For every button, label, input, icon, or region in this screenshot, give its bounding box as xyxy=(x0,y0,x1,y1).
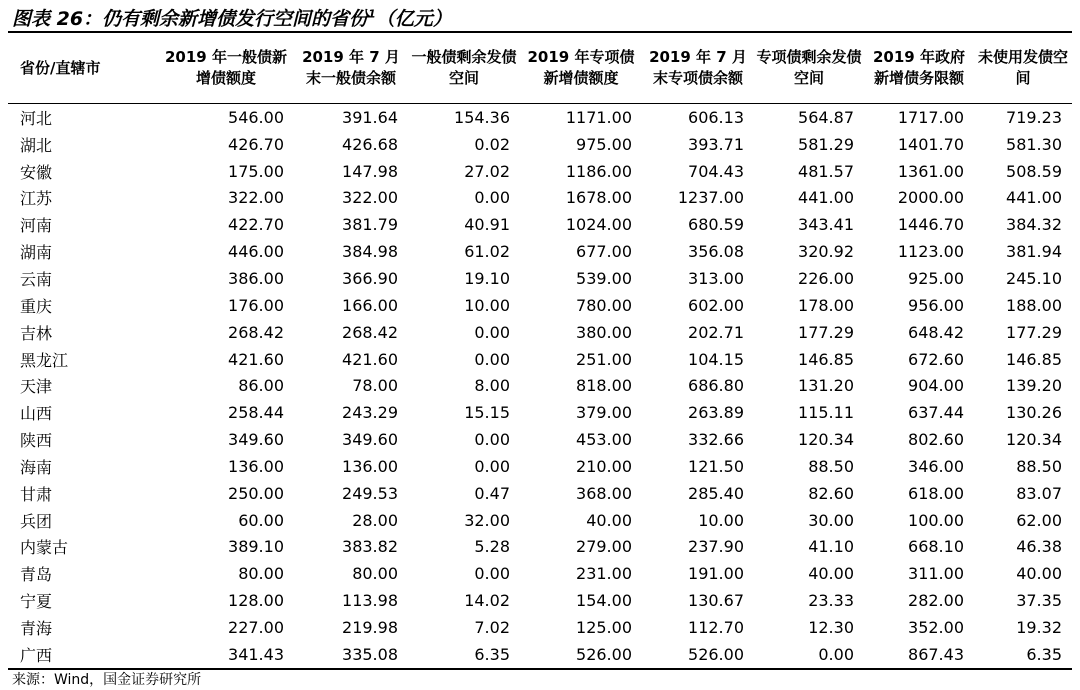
cell-special-remaining: 23.33 xyxy=(808,591,854,611)
cell-unused-space: 62.00 xyxy=(1016,510,1062,530)
cell-special-balance: 130.67 xyxy=(688,591,744,611)
cell-special-quota: 154.00 xyxy=(576,591,632,611)
table-row xyxy=(8,372,1072,399)
cell-special-quota: 368.00 xyxy=(576,483,632,503)
cell-general-quota: 322.00 xyxy=(228,188,284,208)
header-row xyxy=(8,33,1072,104)
cell-general-balance: 28.00 xyxy=(352,510,398,530)
cell-special-remaining: 115.11 xyxy=(798,403,854,423)
cell-special-remaining: 88.50 xyxy=(808,456,854,476)
cell-general-remaining: 0.00 xyxy=(474,188,510,208)
cell-general-balance: 136.00 xyxy=(342,456,398,476)
cell-special-balance: 686.80 xyxy=(688,376,744,396)
cell-unused-space: 508.59 xyxy=(1006,161,1062,181)
cell-special-remaining: 30.00 xyxy=(808,510,854,530)
cell-special-remaining: 131.20 xyxy=(798,376,854,396)
cell-general-remaining: 7.02 xyxy=(474,617,510,637)
cell-special-remaining: 41.10 xyxy=(808,537,854,557)
cell-total-limit: 282.00 xyxy=(908,591,964,611)
cell-general-remaining: 0.00 xyxy=(474,456,510,476)
cell-general-remaining: 61.02 xyxy=(464,242,510,262)
cell-province: 安徽 xyxy=(20,162,53,182)
cell-unused-space: 384.32 xyxy=(1006,215,1062,235)
cell-general-quota: 349.60 xyxy=(228,430,284,450)
cell-total-limit: 1361.00 xyxy=(897,161,964,181)
cell-special-quota: 380.00 xyxy=(576,322,632,342)
cell-province: 湖南 xyxy=(20,243,53,263)
cell-general-remaining: 40.91 xyxy=(464,215,510,235)
cell-general-remaining: 8.00 xyxy=(474,376,510,396)
cell-province: 河南 xyxy=(20,216,53,236)
cell-general-balance: 268.42 xyxy=(342,322,398,342)
cell-unused-space: 581.30 xyxy=(1006,134,1062,154)
cell-province: 云南 xyxy=(20,269,53,289)
cell-total-limit: 1446.70 xyxy=(897,215,964,235)
cell-general-balance: 381.79 xyxy=(342,215,398,235)
cell-province: 广西 xyxy=(8,641,158,669)
cell-general-balance: 322.00 xyxy=(342,188,398,208)
cell-total-limit: 648.42 xyxy=(908,322,964,342)
cell-special-quota: 1678.00 xyxy=(565,188,632,208)
cell-special-remaining: 564.87 xyxy=(798,107,854,127)
table-row xyxy=(8,399,1072,426)
cell-general-quota: 421.60 xyxy=(228,349,284,369)
cell-unused-space: 441.00 xyxy=(1006,188,1062,208)
cell-general-remaining: 27.02 xyxy=(464,161,510,181)
cell-unused-space: 381.94 xyxy=(1006,242,1062,262)
cell-unused-space: 139.20 xyxy=(1006,376,1062,396)
cell-total-limit: 956.00 xyxy=(908,295,964,315)
cell-general-balance: 166.00 xyxy=(342,295,398,315)
cell-general-remaining: 0.02 xyxy=(474,134,510,154)
cell-general-quota: 227.00 xyxy=(228,617,284,637)
cell-general-remaining: 19.10 xyxy=(464,268,510,288)
table-body xyxy=(8,104,1072,669)
table-row xyxy=(8,480,1072,507)
cell-unused-space: 40.00 xyxy=(1016,564,1062,584)
cell-special-balance: 526.00 xyxy=(642,641,754,669)
cell-general-remaining: 6.35 xyxy=(408,641,520,669)
cell-special-quota: 526.00 xyxy=(520,641,642,669)
cell-general-quota: 86.00 xyxy=(238,376,284,396)
cell-province: 青岛 xyxy=(20,565,53,585)
cell-total-limit: 802.60 xyxy=(908,430,964,450)
cell-total-limit: 346.00 xyxy=(908,456,964,476)
cell-special-quota: 975.00 xyxy=(576,134,632,154)
cell-general-remaining: 5.28 xyxy=(474,537,510,557)
cell-general-balance: 383.82 xyxy=(342,537,398,557)
cell-general-quota: 426.70 xyxy=(228,134,284,154)
cell-special-balance: 1237.00 xyxy=(677,188,744,208)
cell-general-balance: 147.98 xyxy=(342,161,398,181)
header-province: 省份/直辖市 xyxy=(8,33,158,104)
cell-special-quota: 539.00 xyxy=(576,268,632,288)
cell-special-quota: 1186.00 xyxy=(565,161,632,181)
cell-special-remaining: 12.30 xyxy=(808,617,854,637)
header-total-limit: 2019 年政府新增债务限额 xyxy=(864,33,974,104)
cell-general-quota: 386.00 xyxy=(228,268,284,288)
table-row xyxy=(8,185,1072,212)
cell-special-balance: 191.00 xyxy=(688,564,744,584)
cell-special-remaining: 441.00 xyxy=(798,188,854,208)
cell-special-quota: 818.00 xyxy=(576,376,632,396)
cell-unused-space: 6.35 xyxy=(974,641,1072,669)
cell-general-balance: 391.64 xyxy=(342,107,398,127)
header-general-balance: 2019 年 7 月末一般债余额 xyxy=(294,33,408,104)
cell-general-quota: 389.10 xyxy=(228,537,284,557)
cell-special-balance: 602.00 xyxy=(688,295,744,315)
cell-unused-space: 88.50 xyxy=(1016,456,1062,476)
cell-special-balance: 263.89 xyxy=(688,403,744,423)
cell-province: 天津 xyxy=(20,377,53,397)
cell-province: 山西 xyxy=(20,404,53,424)
table-row xyxy=(8,211,1072,238)
table-row xyxy=(8,158,1072,185)
cell-special-quota: 210.00 xyxy=(576,456,632,476)
cell-general-balance: 243.29 xyxy=(342,403,398,423)
cell-general-balance: 335.08 xyxy=(294,641,408,669)
cell-general-quota: 175.00 xyxy=(228,161,284,181)
cell-special-balance: 10.00 xyxy=(698,510,744,530)
cell-general-remaining: 10.00 xyxy=(464,295,510,315)
cell-special-quota: 1024.00 xyxy=(565,215,632,235)
cell-general-quota: 128.00 xyxy=(228,591,284,611)
cell-special-balance: 356.08 xyxy=(688,242,744,262)
cell-unused-space: 46.38 xyxy=(1016,537,1062,557)
cell-unused-space: 719.23 xyxy=(1006,107,1062,127)
cell-special-remaining: 40.00 xyxy=(808,564,854,584)
cell-total-limit: 637.44 xyxy=(908,403,964,423)
cell-total-limit: 100.00 xyxy=(908,510,964,530)
cell-province: 海南 xyxy=(20,457,53,477)
cell-special-remaining: 581.29 xyxy=(798,134,854,154)
cell-province: 吉林 xyxy=(20,323,53,343)
debt-space-table xyxy=(8,33,1072,670)
table-row xyxy=(8,641,1072,669)
table-row xyxy=(8,104,1072,131)
cell-unused-space: 130.26 xyxy=(1006,403,1062,423)
table-row xyxy=(8,292,1072,319)
cell-unused-space: 245.10 xyxy=(1006,268,1062,288)
cell-special-balance: 704.43 xyxy=(688,161,744,181)
cell-special-remaining: 320.92 xyxy=(798,242,854,262)
cell-general-balance: 219.98 xyxy=(342,617,398,637)
cell-general-balance: 384.98 xyxy=(342,242,398,262)
cell-general-quota: 136.00 xyxy=(228,456,284,476)
cell-province: 江苏 xyxy=(20,189,53,209)
table-row xyxy=(8,346,1072,373)
cell-total-limit: 925.00 xyxy=(908,268,964,288)
cell-general-remaining: 32.00 xyxy=(464,510,510,530)
cell-special-remaining: 481.57 xyxy=(798,161,854,181)
table-row xyxy=(8,426,1072,453)
table-row xyxy=(8,534,1072,561)
cell-province: 宁夏 xyxy=(20,592,53,612)
header-special-balance: 2019 年 7 月末专项债余额 xyxy=(642,33,754,104)
table-row xyxy=(8,131,1072,158)
cell-special-balance: 237.90 xyxy=(688,537,744,557)
cell-general-quota: 422.70 xyxy=(228,215,284,235)
cell-general-remaining: 15.15 xyxy=(464,403,510,423)
header-special-quota: 2019 年专项债新增债额度 xyxy=(520,33,642,104)
cell-special-balance: 393.71 xyxy=(688,134,744,154)
source-note: 来源：Wind，国金证券研究所 xyxy=(12,672,202,688)
cell-special-quota: 251.00 xyxy=(576,349,632,369)
cell-general-balance: 113.98 xyxy=(342,591,398,611)
cell-province: 青海 xyxy=(20,618,53,638)
cell-total-limit: 352.00 xyxy=(908,617,964,637)
title-label: 图表 26：仍有剩余新增债发行空间的省份 xyxy=(12,8,369,30)
cell-unused-space: 19.32 xyxy=(1016,617,1062,637)
cell-general-quota: 546.00 xyxy=(228,107,284,127)
cell-general-balance: 249.53 xyxy=(342,483,398,503)
cell-special-remaining: 0.00 xyxy=(754,641,864,669)
cell-special-quota: 780.00 xyxy=(576,295,632,315)
table-title xyxy=(12,4,452,31)
cell-province: 重庆 xyxy=(20,296,53,316)
cell-province: 黑龙江 xyxy=(20,350,69,370)
table-row xyxy=(8,587,1072,614)
cell-special-quota: 1171.00 xyxy=(565,107,632,127)
cell-special-balance: 606.13 xyxy=(688,107,744,127)
cell-total-limit: 1123.00 xyxy=(897,242,964,262)
cell-special-balance: 121.50 xyxy=(688,456,744,476)
cell-general-balance: 366.90 xyxy=(342,268,398,288)
cell-special-remaining: 178.00 xyxy=(798,295,854,315)
table-row xyxy=(8,238,1072,265)
cell-total-limit: 1401.70 xyxy=(897,134,964,154)
cell-special-remaining: 226.00 xyxy=(798,268,854,288)
cell-special-remaining: 120.34 xyxy=(798,430,854,450)
cell-unused-space: 177.29 xyxy=(1006,322,1062,342)
cell-unused-space: 146.85 xyxy=(1006,349,1062,369)
title-unit: （亿元） xyxy=(375,8,452,30)
cell-general-remaining: 0.00 xyxy=(474,322,510,342)
header-general-quota: 2019 年一般债新增债额度 xyxy=(158,33,294,104)
cell-special-quota: 279.00 xyxy=(576,537,632,557)
cell-general-balance: 80.00 xyxy=(352,564,398,584)
cell-general-remaining: 0.47 xyxy=(474,483,510,503)
cell-total-limit: 1717.00 xyxy=(897,107,964,127)
cell-general-remaining: 154.36 xyxy=(454,107,510,127)
cell-general-remaining: 0.00 xyxy=(474,430,510,450)
cell-special-quota: 453.00 xyxy=(576,430,632,450)
cell-special-balance: 104.15 xyxy=(688,349,744,369)
table-row xyxy=(8,453,1072,480)
cell-special-quota: 379.00 xyxy=(576,403,632,423)
cell-general-quota: 60.00 xyxy=(238,510,284,530)
title-footnote-marker: 1 xyxy=(368,7,376,21)
cell-general-quota: 268.42 xyxy=(228,322,284,342)
cell-total-limit: 668.10 xyxy=(908,537,964,557)
cell-general-balance: 421.60 xyxy=(342,349,398,369)
cell-general-balance: 426.68 xyxy=(342,134,398,154)
cell-total-limit: 2000.00 xyxy=(897,188,964,208)
header-general-remaining: 一般债剩余发债空间 xyxy=(408,33,520,104)
cell-province: 湖北 xyxy=(20,135,53,155)
cell-general-remaining: 0.00 xyxy=(474,349,510,369)
header-unused-space: 未使用发债空间 xyxy=(974,33,1072,104)
cell-province: 河北 xyxy=(20,108,53,128)
cell-general-quota: 258.44 xyxy=(228,403,284,423)
cell-total-limit: 618.00 xyxy=(908,483,964,503)
cell-special-balance: 285.40 xyxy=(688,483,744,503)
cell-unused-space: 120.34 xyxy=(1006,430,1062,450)
table-row xyxy=(8,614,1072,641)
table-row xyxy=(8,265,1072,292)
cell-special-balance: 112.70 xyxy=(688,617,744,637)
cell-general-quota: 446.00 xyxy=(228,242,284,262)
cell-special-balance: 202.71 xyxy=(688,322,744,342)
cell-total-limit: 904.00 xyxy=(908,376,964,396)
cell-general-remaining: 0.00 xyxy=(474,564,510,584)
cell-special-balance: 680.59 xyxy=(688,215,744,235)
table-row xyxy=(8,507,1072,534)
cell-general-quota: 80.00 xyxy=(238,564,284,584)
cell-unused-space: 83.07 xyxy=(1016,483,1062,503)
cell-general-balance: 78.00 xyxy=(352,376,398,396)
cell-unused-space: 188.00 xyxy=(1006,295,1062,315)
header-special-remaining: 专项债剩余发债空间 xyxy=(754,33,864,104)
cell-special-remaining: 82.60 xyxy=(808,483,854,503)
cell-special-quota: 677.00 xyxy=(576,242,632,262)
cell-special-quota: 231.00 xyxy=(576,564,632,584)
cell-total-limit: 311.00 xyxy=(908,564,964,584)
cell-province: 兵团 xyxy=(20,511,53,531)
cell-general-balance: 349.60 xyxy=(342,430,398,450)
cell-total-limit: 867.43 xyxy=(864,641,974,669)
table-row xyxy=(8,319,1072,346)
cell-province: 内蒙古 xyxy=(20,538,69,558)
cell-special-remaining: 146.85 xyxy=(798,349,854,369)
cell-province: 陕西 xyxy=(20,431,53,451)
cell-general-quota: 341.43 xyxy=(158,641,294,669)
cell-special-remaining: 177.29 xyxy=(798,322,854,342)
cell-unused-space: 37.35 xyxy=(1016,591,1062,611)
cell-general-quota: 250.00 xyxy=(228,483,284,503)
cell-general-quota: 176.00 xyxy=(228,295,284,315)
cell-special-remaining: 343.41 xyxy=(798,215,854,235)
cell-special-quota: 125.00 xyxy=(576,617,632,637)
cell-general-remaining: 14.02 xyxy=(464,591,510,611)
cell-total-limit: 672.60 xyxy=(908,349,964,369)
cell-special-balance: 313.00 xyxy=(688,268,744,288)
cell-special-quota: 40.00 xyxy=(586,510,632,530)
table-row xyxy=(8,560,1072,587)
cell-special-balance: 332.66 xyxy=(688,430,744,450)
cell-province: 甘肃 xyxy=(20,484,53,504)
